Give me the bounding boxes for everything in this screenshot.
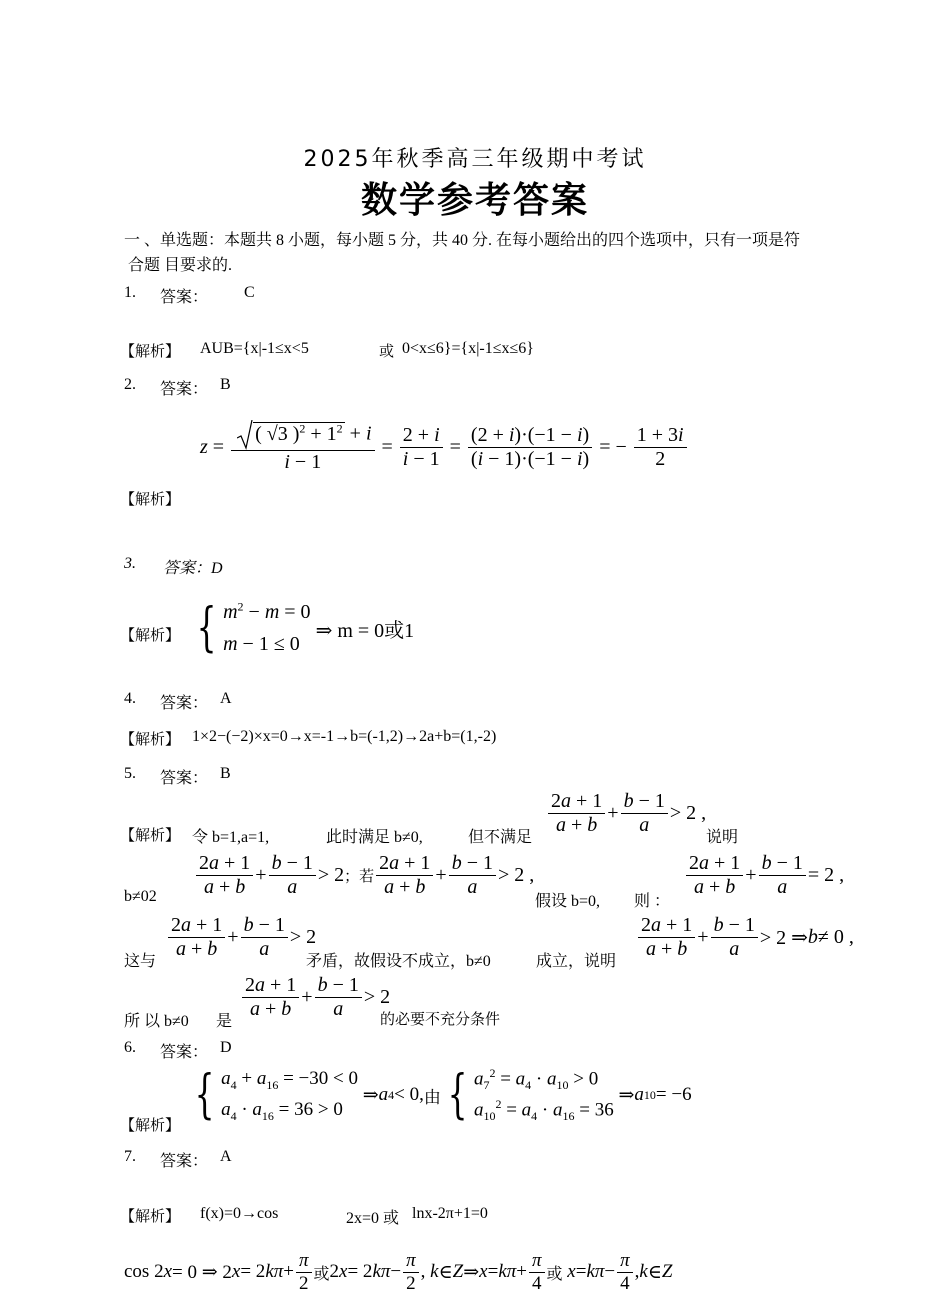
- q7-formula: cos 2 x = 0 ⇒ 2 x = 2 kπ + $\frac{\pi}{2}$ 或 2 x = 2 kπ − $\frac{\pi}{2}$ , k ∈ Z ⇒ x = kπ + $\frac{\pi}{4}$ 或 x = kπ − $\frac{\pi}{4}$ , k ∈ Z: [124, 1250, 673, 1294]
- q1-analysis-or: 或: [379, 342, 395, 360]
- q1-answer: C: [244, 284, 255, 301]
- left-brace-icon: {: [194, 1065, 215, 1126]
- q5-l3-a: 这与: [124, 953, 157, 970]
- q1-analysis-part1: AUB={x|-1≤x<5: [200, 340, 309, 357]
- q5-answer-label: 答案：: [160, 770, 209, 787]
- q5-l1-b: 此时满足 b≠0,: [326, 829, 423, 846]
- q5-l1-c: 但不满足: [468, 829, 533, 846]
- q7-number: 7.: [124, 1148, 136, 1165]
- q6-number: 6.: [124, 1039, 136, 1056]
- exam-title: 2025年秋季高三年级期中考试: [303, 147, 647, 172]
- q7-huo-2: 或: [546, 1265, 563, 1283]
- q7-huo-1: 或: [313, 1265, 330, 1283]
- q5-l4-c: 的必要不充分条件: [380, 1010, 501, 1028]
- q4-analysis-label: 【解析】: [120, 730, 181, 748]
- q5-l2-a: b≠02: [124, 888, 157, 905]
- q5-l4-b: 是: [216, 1013, 233, 1030]
- q5-l1-a: 令 b=1,a=1,: [192, 829, 270, 846]
- q6-answer-label: 答案：: [160, 1044, 209, 1061]
- page-title: 数学参考答案: [360, 180, 589, 221]
- q3-analysis-label: 【解析】: [120, 626, 181, 644]
- q6-you: 由: [423, 1087, 441, 1107]
- q6-answer: D: [220, 1039, 232, 1056]
- q4-analysis: 1×2−(−2)×x=0→x=-1→b=(-1,2)→2a+b=(1,-2): [192, 728, 497, 745]
- q2-answer-label: 答案：: [160, 381, 209, 398]
- q2-answer: B: [220, 376, 231, 393]
- q7-analysis-label: 【解析】: [120, 1207, 181, 1225]
- q7-analysis-c: lnx-2π+1=0: [412, 1205, 488, 1222]
- q3-answer: 答案：D: [163, 560, 223, 577]
- section-intro-line1: 一 、单选题：本题共 8 小题，每小题 5 分，共 40 分. 在每小题给出的四个选项中，只有一项是符: [124, 232, 801, 249]
- q5-ineq-4: $\frac{2a + 1}{a + b}$ + $\frac{b - 1}{a}$ > 2: [166, 914, 316, 961]
- q6-formula: { $a_4 + a_{16} = -30 < 0$ $a_4 \cdot a_{16} = 36 > 0$ ⇒ a 4 < 0, 由 { $a_7^2 = a_4 \cdot a_{10} > 0$ $a_{10}^2 = a_4 \cdot a_{16} = 36$ ⇒ a 10 = −6: [194, 1065, 692, 1126]
- q5-implication: $\frac{2a + 1}{a + b}$ + $\frac{b - 1}{a}$ > 2 ⇒ b ≠ 0 ,: [636, 914, 854, 961]
- left-brace-icon: {: [196, 598, 217, 658]
- q7-analysis-a: f(x)=0→cos: [200, 1205, 279, 1222]
- left-brace-icon: {: [447, 1065, 468, 1126]
- q5-l3-b: 矛盾，故假设不成立，b≠0: [306, 953, 491, 970]
- q5-l3-c: 成立，说明: [536, 953, 617, 970]
- q5-l2-ruo: ；若: [344, 869, 375, 885]
- q2-analysis-label: 【解析】: [120, 490, 181, 508]
- q6-analysis-label: 【解析】: [120, 1116, 181, 1134]
- q1-analysis-label: 【解析】: [120, 342, 181, 360]
- q5-ineq-1: $\frac{2a + 1}{a + b}$ + $\frac{b - 1}{a}$ > 2 ,: [546, 790, 706, 837]
- q5-number: 5.: [124, 765, 136, 782]
- q5-l2-c: 则 ：: [634, 893, 671, 910]
- q7-answer: A: [220, 1148, 232, 1165]
- q1-number: 1.: [124, 284, 136, 301]
- q5-analysis-label: 【解析】: [120, 826, 181, 844]
- q1-analysis-part2: 0<x≤6}={x|-1≤x≤6}: [402, 340, 534, 357]
- q5-l2-b: 假设 b=0,: [535, 893, 601, 910]
- q3-conclusion: ⇒ m = 0或1: [315, 619, 415, 642]
- q5-ineq-5: $\frac{2a + 1}{a + b}$ + $\frac{b - 1}{a}$ > 2: [240, 974, 390, 1021]
- section-intro-line2: 合题 目要求的.: [128, 257, 233, 274]
- q5-l1-d: 说明: [706, 829, 739, 846]
- q3-number: 3.: [124, 555, 136, 572]
- q7-answer-label: 答案：: [160, 1153, 209, 1170]
- q1-answer-label: 答案：: [160, 289, 209, 306]
- q4-answer-label: 答案：: [160, 695, 209, 712]
- q5-ineq-2: $\frac{2a + 1}{a + b}$ + $\frac{b - 1}{a}$ > 2 ；若 $\frac{2a + 1}{a + b}$ + $\frac{b - 1}{a}$ > 2 ,: [194, 852, 534, 899]
- q2-number: 2.: [124, 376, 136, 393]
- q2-formula: z = $\frac{( √3 )^2 + 1^2 + i}{i - 1}$ = $\frac{2 + i}{i - 1}$ = $\frac{(2 + i)\cdot(-1 - i)}{(i - 1)\cdot(-1 - i)}$ = − $\frac{1 + 3i}{2}$: [200, 420, 689, 474]
- q3-formula: { $m^2 - m = 0$ m − 1 ≤ 0 ⇒ m = 0或1: [196, 598, 415, 658]
- q4-number: 4.: [124, 690, 136, 707]
- q7-analysis-b: 2x=0 或: [346, 1210, 400, 1227]
- q5-l4-a: 所 以 b≠0: [124, 1013, 189, 1030]
- q5-eq-3: $\frac{2a + 1}{a + b}$ + $\frac{b - 1}{a}$ = 2 ,: [684, 852, 844, 899]
- q5-answer: B: [220, 765, 231, 782]
- q4-answer: A: [220, 690, 232, 707]
- sqrt-sign-icon: [237, 420, 253, 450]
